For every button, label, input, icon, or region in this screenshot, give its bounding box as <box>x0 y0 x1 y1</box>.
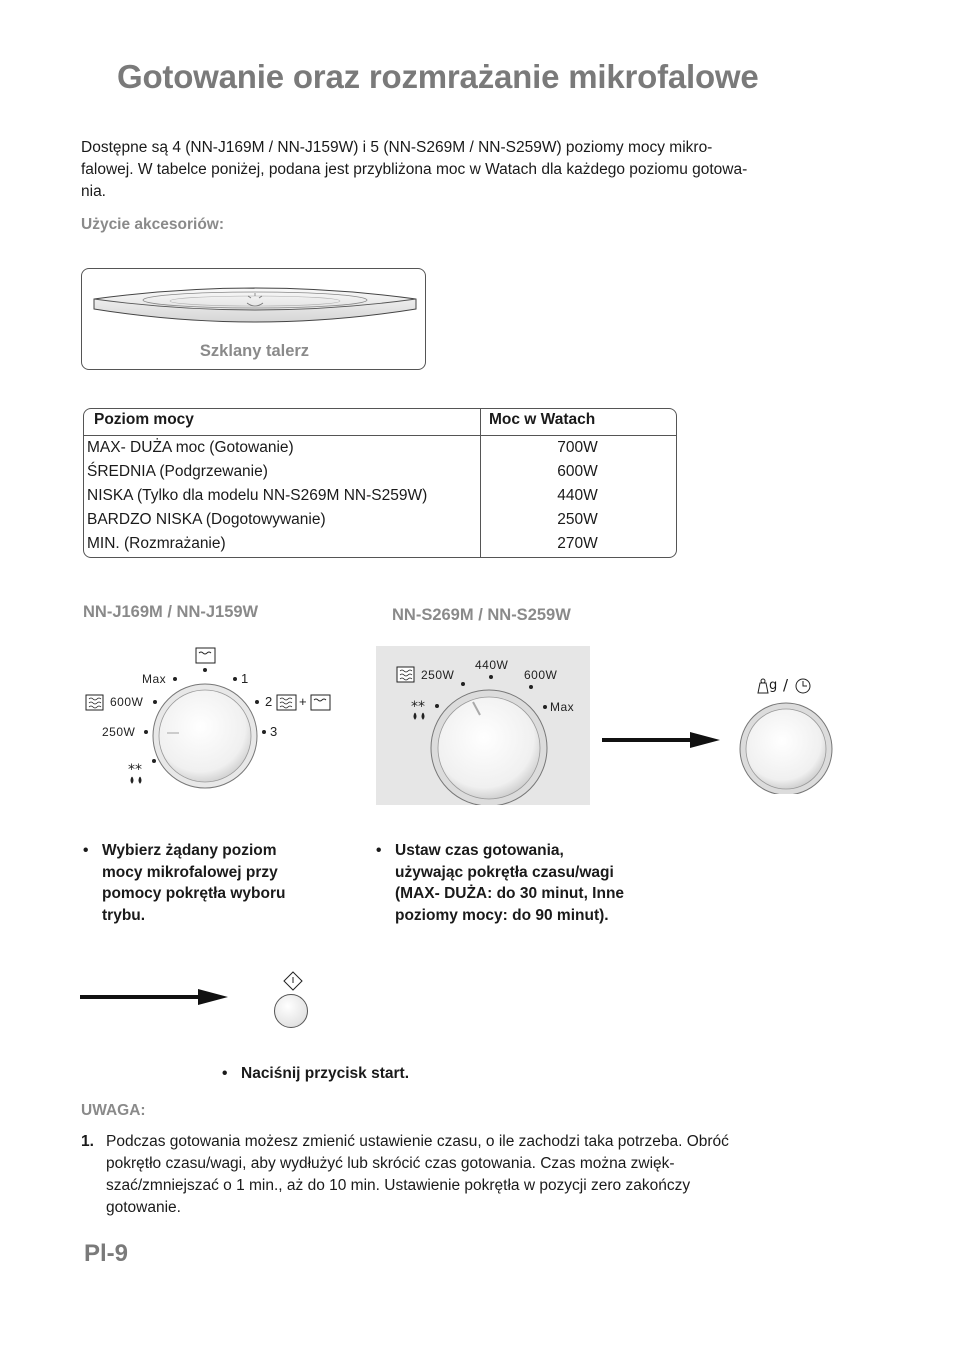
instruction-line: Ustaw czas gotowania, <box>395 842 564 859</box>
intro-line: Dostępne są 4 (NN-J169M / NN-J159W) i 5 (NN-S269M / NN-S259W) poziomy mocy mikro- <box>81 139 713 156</box>
table-row <box>84 508 676 532</box>
note-number: 1. <box>81 1133 94 1150</box>
note-line: pokrętło czasu/wagi, aby wydłużyć lub skrócić czas gotowania. Czas można zwięk- <box>106 1155 675 1172</box>
svg-text:**: ** <box>411 699 425 715</box>
dial-label-3: 3 <box>270 724 278 739</box>
level-cell: MAX- DUŻA moc (Gotowanie) <box>87 439 294 456</box>
instruction-press-start: • Naciśnij przycisk start. <box>222 1063 482 1087</box>
intro-line: falowej. W tabelce poniżej, podana jest przybliżona moc w Watach dla każdego poziomu gotowa- <box>81 161 748 178</box>
dial-label-1: 1 <box>241 671 249 686</box>
instruction-line: poziomy mocy: do 90 minut). <box>395 906 609 924</box>
table-header <box>84 409 676 436</box>
power-cell: 600W <box>557 463 598 480</box>
dial-label-600w: 600W <box>524 668 558 682</box>
glass-tray-icon <box>90 283 420 335</box>
intro-paragraph <box>81 137 841 203</box>
dial-label-max: Max <box>142 672 167 686</box>
instruction-line: mocy mikrofalowej przy <box>102 863 278 881</box>
model-heading-s: NN-S269M / NN-S259W <box>392 606 571 624</box>
start-icon <box>281 970 305 992</box>
table-row <box>84 460 676 484</box>
instruction-line: używając pokrętła czasu/wagi <box>395 863 614 881</box>
instruction-set-time: • Ustaw czas gotowania, używając pokrętła czasu/wagi (MAX- DUŻA: do 30 minut, Inne poziomy mocy: do 90 minut). <box>376 840 676 930</box>
dial-label-plus: + <box>299 694 308 709</box>
instruction-line: Wybierz żądany poziom <box>102 842 277 859</box>
page-title: Gotowanie oraz rozmrażanie mikrofalowe <box>117 58 759 95</box>
power-cell: 270W <box>557 535 598 552</box>
model-heading-j: NN-J169M / NN-J159W <box>83 603 259 621</box>
dial-label-max: Max <box>550 700 575 714</box>
power-cell: 440W <box>557 487 598 504</box>
accessory-box <box>81 268 426 370</box>
level-cell: ŚREDNIA (Podgrzewanie) <box>87 463 268 480</box>
column-header-level: Poziom mocy <box>94 411 194 428</box>
dial-label-440w: 440W <box>475 658 509 672</box>
power-dial-panel-s <box>376 646 590 805</box>
timer-weight-unit: g <box>769 678 778 693</box>
dial-label-2: 2 <box>265 694 273 709</box>
instruction-line: Naciśnij przycisk start. <box>241 1065 409 1082</box>
note-line: gotowanie. <box>106 1199 181 1216</box>
table-row <box>84 532 676 556</box>
timer-weight-knob[interactable] <box>746 709 826 789</box>
power-cell: 250W <box>557 511 598 528</box>
arrow-right-icon <box>80 985 230 1009</box>
dial-label-250w: 250W <box>421 668 455 682</box>
start-button[interactable] <box>274 994 308 1028</box>
svg-text:**: ** <box>128 762 142 778</box>
instruction-line: pomocy pokrętła wyboru <box>102 885 286 902</box>
page-number: Pl-9 <box>84 1240 129 1267</box>
dial-label-600w: 600W <box>110 695 144 709</box>
power-level-table <box>83 408 677 558</box>
instruction-line: trybu. <box>102 906 146 924</box>
power-dial-panel-j <box>80 640 340 790</box>
power-knob-j[interactable] <box>160 683 252 775</box>
table-row <box>84 484 676 508</box>
instruction-select-power: • Wybierz żądany poziom mocy mikrofalowej przy pomocy pokrętła wyboru trybu. <box>83 840 343 930</box>
timer-dial-panel <box>738 674 838 794</box>
column-header-power: Moc w Watach <box>489 411 596 428</box>
accessories-heading: Użycie akcesoriów: <box>81 216 225 233</box>
note-heading: UWAGA: <box>81 1102 146 1119</box>
power-knob-s[interactable] <box>438 697 540 799</box>
intro-line: nia. <box>81 183 106 200</box>
note-line: Podczas gotowania możesz zmienić ustawienie czasu, o ile zachodzi taka potrzeba. Obróć <box>106 1133 729 1150</box>
dial-label-250w: 250W <box>102 725 136 739</box>
power-cell: 700W <box>557 439 598 456</box>
note-line: szać/zmniejszać o 1 min., aż do 10 min. Ustawienie pokrętła w pozycji zero zakończy <box>106 1177 691 1194</box>
timer-slash: / <box>783 676 789 694</box>
table-row <box>84 436 676 460</box>
level-cell: MIN. (Rozmrażanie) <box>87 535 226 552</box>
glass-tray-label: Szklany talerz <box>199 342 310 360</box>
instruction-line: (MAX- DUŻA: do 30 minut, Inne <box>395 885 625 902</box>
level-cell: BARDZO NISKA (Dogotowywanie) <box>87 511 326 528</box>
arrow-right-icon <box>602 728 722 752</box>
level-cell: NISKA (Tylko dla modelu NN-S269M NN-S259W) <box>87 487 428 504</box>
